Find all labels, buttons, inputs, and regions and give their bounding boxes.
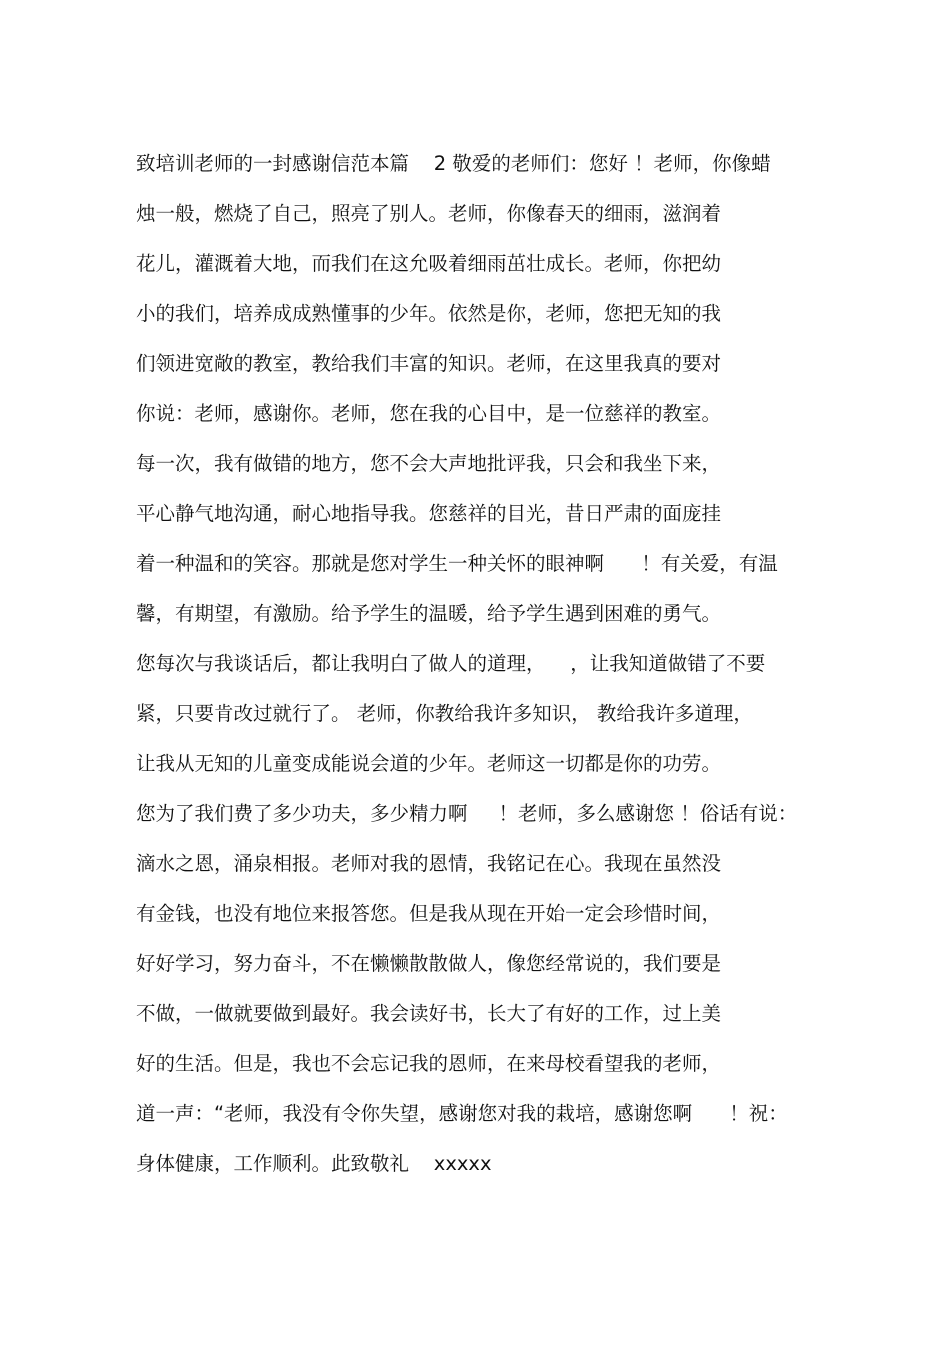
- text-line: 紧，只要肯改过就行了。 老师，你教给我许多知识， 教给我许多道理，: [136, 702, 753, 725]
- text-line: 小的我们，培养成成熟懂事的少年。依然是你，老师，您把无知的我: [136, 302, 722, 325]
- letter-body: [136, 146, 826, 1196]
- text-line: 您为了我们费了多少功夫，多少精力啊 ！老师，多么感谢您 ！俗话有说：: [136, 802, 798, 825]
- text-line: 着一种温和的笑容。那就是您对学生一种关怀的眼神啊 ！有关爱，有温: [136, 552, 778, 575]
- text-line: 花儿，灌溉着大地，而我们在这允吸着细雨茁壮成长。老师，你把幼: [136, 252, 722, 275]
- text-line: 您每次与我谈话后，都让我明白了做人的道理， ，让我知道做错了不要: [136, 652, 766, 675]
- text-line: 致培训老师的一封感谢信范本篇 2 敬爱的老师们：您好 ！老师，你像蜡: [136, 152, 771, 175]
- text-line: 有金钱，也没有地位来报答您。但是我从现在开始一定会珍惜时间，: [136, 902, 722, 925]
- text-line: 馨，有期望，有激励。给予学生的温暖，给予学生遇到困难的勇气。: [136, 602, 722, 625]
- text-line: 好好学习，努力奋斗，不在懒懒散散做人，像您经常说的，我们要是: [136, 952, 722, 975]
- text-line: 好的生活。但是，我也不会忘记我的恩师，在来母校看望我的老师，: [136, 1052, 722, 1075]
- text-line: 滴水之恩，涌泉相报。老师对我的恩情，我铭记在心。我现在虽然没: [136, 852, 722, 875]
- text-line: 你说：老师，感谢你。老师，您在我的心目中，是一位慈祥的教室。: [136, 402, 722, 425]
- text-line: 烛一般，燃烧了自己，照亮了别人。老师，你像春天的细雨，滋润着: [136, 202, 722, 225]
- text-line: 平心静气地沟通，耐心地指导我。您慈祥的目光，昔日严肃的面庞挂: [136, 502, 722, 525]
- text-line: 身体健康，工作顺利。此致敬礼 xxxxx: [136, 1152, 492, 1175]
- text-line: 不做，一做就要做到最好。我会读好书，长大了有好的工作，过上美: [136, 1002, 722, 1025]
- text-line: 每一次，我有做错的地方，您不会大声地批评我，只会和我坐下来，: [136, 452, 722, 475]
- text-line: 让我从无知的儿童变成能说会道的少年。老师这一切都是你的功劳。: [136, 752, 722, 775]
- text-line: 道一声：“老师，我没有令你失望，感谢您对我的栽培，感谢您啊 ！祝：: [136, 1102, 788, 1125]
- text-line: 们领进宽敞的教室，教给我们丰富的知识。老师，在这里我真的要对: [136, 352, 722, 375]
